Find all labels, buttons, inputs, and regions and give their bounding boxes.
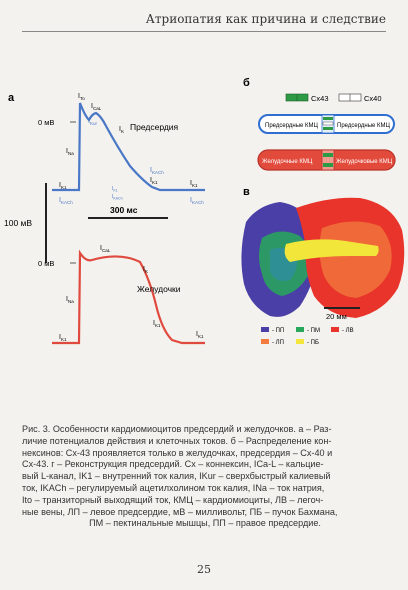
legend-label-lv: - ЛВ — [342, 328, 354, 334]
ventricular-cells-diagram — [258, 150, 395, 170]
panel-b-letter: б — [243, 77, 250, 89]
legend-label-la: - ЛП — [272, 340, 284, 346]
cx40-label: Cx40 — [364, 94, 382, 103]
caption-line: личие потенциалов действия и клеточных токов. б – Распределение кон- — [22, 435, 332, 446]
vent-current-ik1-b: $I_{K1}$ — [153, 320, 161, 328]
atrial-junction-cx40 — [323, 122, 333, 125]
ventricles-zero-mv: 0 мВ — [38, 259, 55, 268]
atrial-reconstruction-map — [241, 198, 404, 321]
atria-zero-mv: 0 мВ — [38, 118, 55, 127]
caption-line: Ito – транзиторный выходящий ток, КМЦ – кардиомиоциты, ЛВ – легоч- — [22, 494, 324, 505]
atria-current-ik: $I_K$ — [119, 126, 124, 134]
ventricles-label: Желудочки — [137, 284, 181, 294]
atria-current-ik1-c: $I_{K1}$ — [190, 180, 198, 188]
ventricular-junction-cx43-b — [323, 163, 333, 167]
atrial-left-label: Предсердные КМЦ — [265, 123, 318, 129]
caption-line: ные вены, ЛП – левое предсердие, мВ – милливольт, ПБ – пучок Бахмана, — [22, 506, 338, 517]
atria-current-ikach-c: $I_{KACh}$ — [190, 197, 204, 205]
running-header: Атриопатия как причина и следствие — [145, 12, 386, 26]
ventricular-ap — [38, 245, 205, 343]
ventricular-right-label: Желудочковые КМЦ — [336, 159, 393, 165]
caption-line: вый L-канал, IK1 – внутренний ток калия, IKur – сверхбыстрый калиевый — [22, 471, 331, 482]
atrial-junction-cx43-a — [323, 117, 333, 120]
caption-line: Cx-43. г – Реконструкция предсердий. Cx – коннексин, ICa-L – кальцие- — [22, 459, 324, 470]
caption-line: ПМ – пектинальные мышцы, ПП – правое предсердие. — [89, 518, 321, 529]
vent-current-ina: $I_{Na}$ — [66, 296, 74, 304]
atrial-ap — [38, 93, 205, 205]
atria-label: Предсердия — [130, 122, 179, 132]
vent-current-ik: $I_K$ — [143, 266, 148, 274]
atrial-ap-trace — [52, 103, 205, 190]
panel-c-letter: в — [243, 186, 250, 198]
figure-caption — [22, 424, 388, 530]
vent-current-ical: $I_{CaL}$ — [100, 245, 111, 253]
page-number: 25 — [197, 563, 211, 576]
vent-current-ik1-a: $I_{K1}$ — [59, 334, 67, 342]
legend-swatch-ra — [261, 327, 269, 332]
legend-label-pm: - ПМ — [307, 328, 320, 334]
vent-current-ik1-c: $I_{K1}$ — [196, 331, 204, 339]
atria-current-ik1-b: $I_{K1}$ — [150, 177, 158, 185]
connexin-legend — [286, 94, 382, 103]
map-scale-label: 20 мм — [326, 312, 347, 321]
panel-a-letter: а — [8, 92, 15, 104]
ventricular-left-label: Желудочные КМЦ — [262, 159, 313, 165]
legend-label-bb: - ПБ — [307, 340, 319, 346]
cx43-label: Cx43 — [311, 94, 329, 103]
legend-swatch-bb — [296, 339, 304, 344]
atria-current-ical: $I_{CaL}$ — [91, 103, 102, 111]
time-scale-label: 300 мс — [110, 205, 138, 215]
caption-line: ток, IKACh – регулируемый ацетилхолином ток калия, INa – ток натрия, — [22, 482, 325, 493]
ventricular-ap-trace — [52, 253, 205, 343]
atrial-junction-cx43-b — [323, 127, 333, 130]
atria-current-ikach-a: $I_{KACh}$ — [59, 197, 73, 205]
atria-current-ito: $I_{To}$ — [78, 93, 85, 101]
legend-label-ra: - ПП — [272, 328, 285, 334]
atria-current-ik1-d: $I_{K1}$ — [112, 186, 118, 193]
atrial-cells-diagram — [259, 115, 394, 133]
caption-line: Рис. 3. Особенности кардиомиоцитов предсердий и желудочков. а – Раз- — [22, 424, 332, 434]
atria-current-ikach-b: $I_{KACh}$ — [150, 167, 164, 175]
atria-current-ik1-a: $I_{K1}$ — [59, 182, 67, 190]
atria-current-ikur: $I_{Kur}$ — [88, 118, 97, 126]
atria-current-ina: $I_{Na}$ — [66, 148, 74, 156]
legend-swatch-lv — [331, 327, 339, 332]
atrial-right-label: Предсердные КМЦ — [337, 123, 390, 129]
map-legend — [261, 327, 354, 346]
legend-swatch-pm — [296, 327, 304, 332]
legend-swatch-la — [261, 339, 269, 344]
atria-current-ikach-d: $I_{KACh}$ — [112, 194, 123, 201]
voltage-scale-label: 100 мВ — [4, 218, 33, 228]
ventricular-junction-cx43-a — [323, 153, 333, 157]
caption-line: нексинов: Cx-43 проявляется только в желудочках, предсердия – Cx-40 и — [22, 447, 333, 458]
